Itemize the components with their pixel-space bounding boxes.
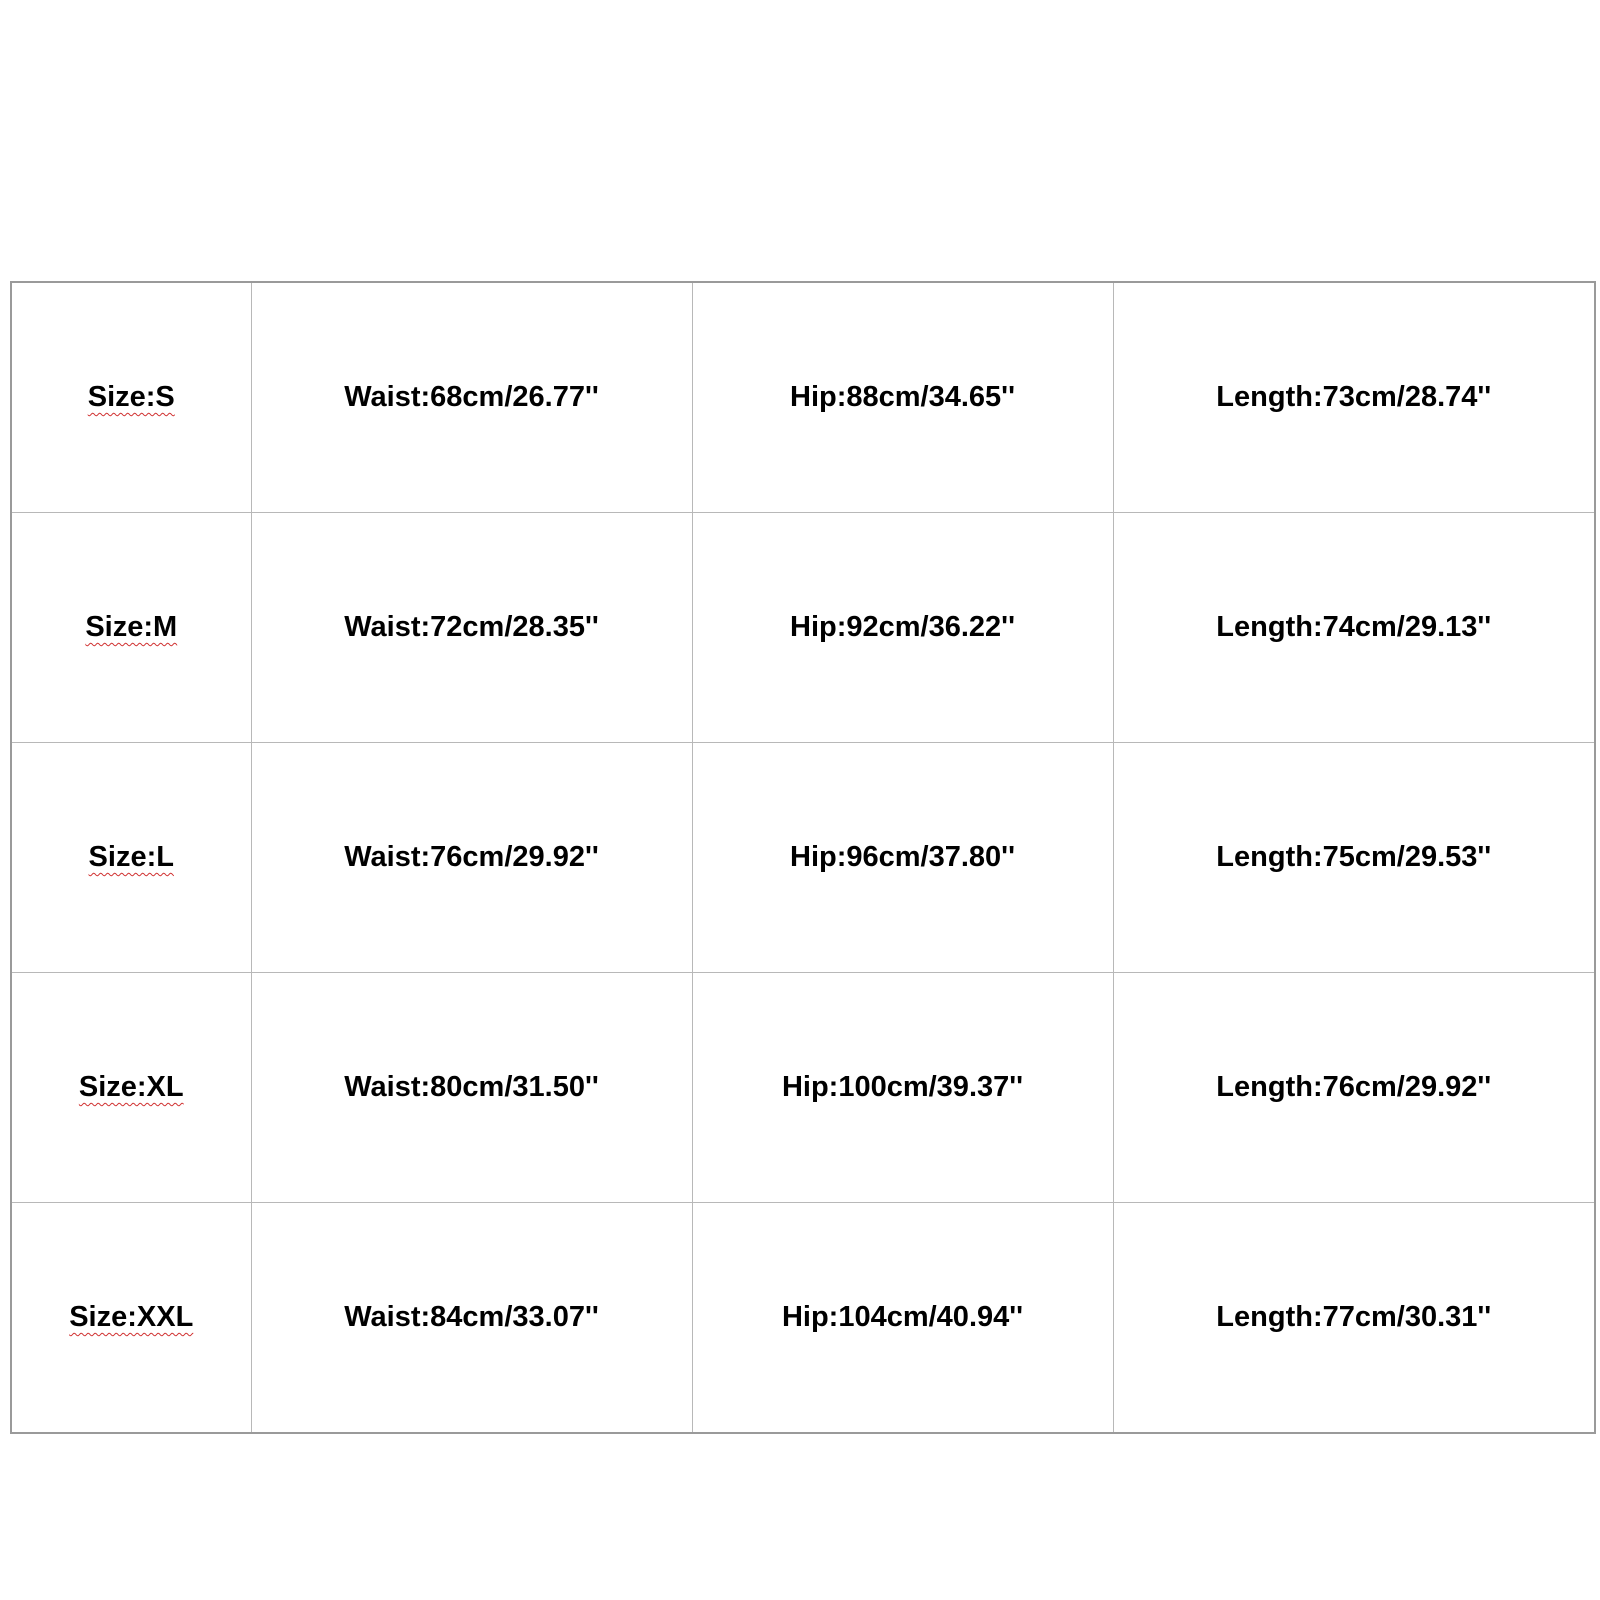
hip-cell: Hip:92cm/36.22''	[692, 513, 1113, 743]
hip-cell: Hip:96cm/37.80''	[692, 743, 1113, 973]
size-label: Size:XL	[78, 1071, 184, 1103]
size-cell	[11, 973, 251, 1203]
length-cell: Length:77cm/30.31''	[1113, 1203, 1595, 1434]
size-cell	[11, 282, 251, 513]
length-cell: Length:73cm/28.74''	[1113, 282, 1595, 513]
size-cell	[11, 743, 251, 973]
table-row	[11, 1203, 1595, 1434]
table-row	[11, 282, 1595, 513]
table-row	[11, 973, 1595, 1203]
table-row	[11, 513, 1595, 743]
hip-cell: Hip:100cm/39.37''	[692, 973, 1113, 1203]
size-label: Size:M	[85, 611, 178, 643]
size-chart-table	[10, 281, 1596, 1434]
waist-cell: Waist:76cm/29.92''	[251, 743, 692, 973]
length-cell: Length:76cm/29.92''	[1113, 973, 1595, 1203]
length-cell: Length:74cm/29.13''	[1113, 513, 1595, 743]
waist-cell: Waist:84cm/33.07''	[251, 1203, 692, 1434]
hip-cell: Hip:104cm/40.94''	[692, 1203, 1113, 1434]
hip-cell: Hip:88cm/34.65''	[692, 282, 1113, 513]
size-label: Size:L	[88, 841, 174, 873]
waist-cell: Waist:68cm/26.77''	[251, 282, 692, 513]
length-cell: Length:75cm/29.53''	[1113, 743, 1595, 973]
waist-cell: Waist:80cm/31.50''	[251, 973, 692, 1203]
size-cell	[11, 1203, 251, 1434]
size-label: Size:S	[87, 381, 175, 413]
table-row	[11, 743, 1595, 973]
waist-cell: Waist:72cm/28.35''	[251, 513, 692, 743]
size-label: Size:XXL	[69, 1301, 194, 1333]
size-cell	[11, 513, 251, 743]
